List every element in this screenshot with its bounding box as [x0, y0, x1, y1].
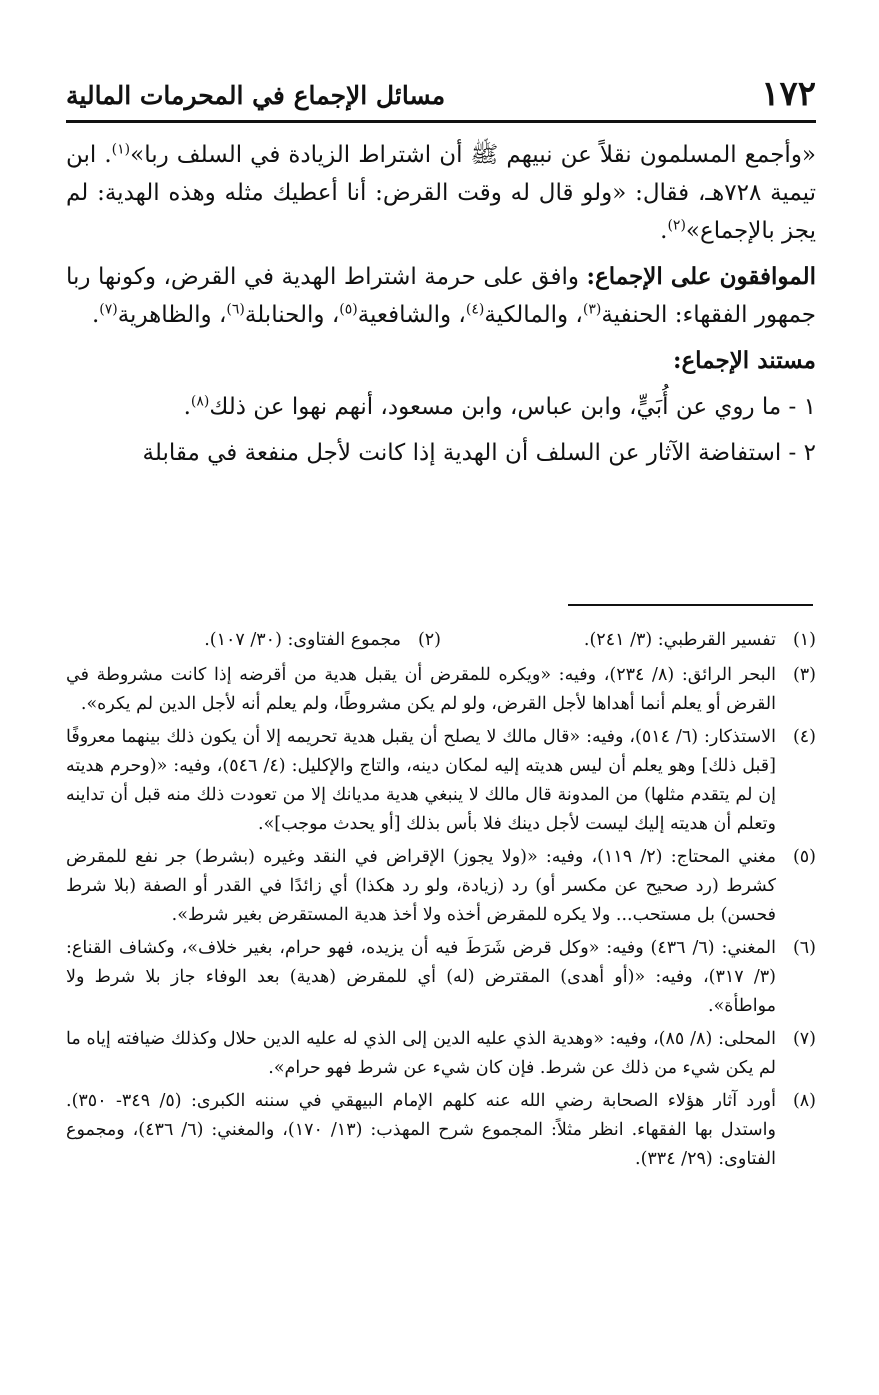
footnote-text: المحلى: (٨/ ٨٥)، وفيه: «وهدية الذي عليه الدين إلى الذي له عليه الدين حلال وكذلك ضيافته إياه ما لم يكن شيء من ذلك عن شرط. فإن كان شيء عن شرط فهو حرام». [66, 1029, 776, 1078]
punctuation: . [660, 218, 668, 244]
footnote-row [66, 626, 816, 655]
evidence-item-1 [66, 388, 816, 426]
footnote-3 [66, 661, 816, 719]
footnote-text: الاستذكار: (٦/ ٥١٤)، وفيه: «قال مالك لا يصلح أن يقبل هدية تحريمه إلا أن يكون ذلك بينهما معروفًا [قبل ذلك] وهو يعلم أن ليس هديته إليه لمكان دينه، والتاج والإكليل: (٤/ ٥٤٦)، وفيه: «(وحرم هديته إن لم يتقدم مثلها) من المدونة قال مالك لا ينبغي هدية مديانك إلا من تعودت ذلك منه قبل أن تداينه وتعلم أن هديته إليك ليست لأجل دينك فلا بأس بذلك [أو يحدث موجب]». [66, 727, 776, 834]
running-title: مسائل الإجماع في المحرمات المالية [66, 81, 446, 110]
evidence-heading: مستند الإجماع: [672, 347, 816, 374]
footnote-ref[interactable]: (٥) [339, 301, 358, 318]
footnote-number: (٨) [792, 1091, 816, 1111]
paragraph-text: وافق على حرمة اشتراط الهدية في القرض، وكونها ربا جمهور الفقهاء: الحنفية [66, 264, 816, 328]
footnote-5 [66, 843, 816, 930]
footnote-2 [66, 626, 441, 655]
page-header [66, 70, 816, 123]
footnote-8 [66, 1087, 816, 1174]
footnote-number: (٢) [417, 630, 441, 650]
footnote-text: مجموع الفتاوى: (٣٠/ ١٠٧). [204, 630, 401, 650]
item-text: ١ - ما روي عن أُبَيٍّ، وابن عباس، وابن مسعود، أنهم نهوا عن ذلك [209, 394, 816, 420]
footnote-6 [66, 934, 816, 1021]
footnote-text: مغني المحتاج: (٢/ ١١٩)، وفيه: «(ولا يجوز) الإقراض في النقد وغيره (بشرط) جر نفع للمقرض كشرط (رد صحيح عن مكسر أو) رد (زيادة، ولو رد هكذا) أي زائدًا في القدر أو الصفة (بلا شرط فحسن) بل مستحب... ولا يكره للمقرض أخذه ولا أخذ هدية المستقرض بغير شرط». [66, 847, 776, 925]
footnote-ref[interactable]: (٦) [226, 301, 245, 318]
footnote-text: أورد آثار هؤلاء الصحابة رضي الله عنه كلهم الإمام البيهقي في سننه الكبرى: (٥/ ٣٤٩- ٣٥٠). واستدل بها الفقهاء. انظر مثلاً: المجموع شرح المهذب: (١٣/ ١٧٠)، والمغني: (٦/ ٤٣٦)، ومجموع الفتاوى: (٢٩/ ٣٣٤). [66, 1091, 776, 1169]
footnote-number: (٧) [792, 1029, 816, 1049]
footnote-number: (١) [792, 630, 816, 650]
footnote-ref[interactable]: (٣) [582, 301, 602, 318]
footnote-ref[interactable]: (١) [111, 141, 131, 158]
footnotes [66, 626, 816, 1178]
footnote-ref[interactable]: (٨) [190, 393, 210, 410]
footnote-separator [568, 604, 813, 606]
footnote-7 [66, 1025, 816, 1083]
footnote-number: (٣) [792, 665, 816, 685]
paragraph-text: ، والمالكية [484, 302, 583, 328]
paragraph-agreeing-scholars [66, 258, 816, 334]
footnote-text: المغني: (٦/ ٤٣٦) وفيه: «وكل قرض شَرَطَ فيه أن يزيده، فهو حرام، بغير خلاف»، وكشاف القناع: (٣/ ٣١٧)، وفيه: «(أو أهدى) المقترض (له) أي للمقرض (هدية) بعد الوفاء جاز بلا شرط ولا مواطأة». [66, 938, 776, 1016]
evidence-item-2: ٢ - استفاضة الآثار عن السلف أن الهدية إذا كانت لأجل منفعة في مقابلة [142, 440, 816, 466]
paragraph-text: ، والشافعية [357, 302, 466, 328]
footnote-ref[interactable]: (٧) [99, 301, 118, 318]
quote-text: «وأجمع المسلمون نقلاً عن نبيهم ﷺ أن اشتراط الزيادة في السلف ربا» [130, 142, 817, 168]
paragraph-text: ، والحنابلة [244, 302, 340, 328]
footnote-number: (٦) [792, 938, 816, 958]
paragraph-consensus-quote [66, 136, 816, 250]
main-text [66, 136, 816, 480]
punctuation: . [183, 394, 191, 420]
footnote-text: البحر الرائق: (٨/ ٢٣٤)، وفيه: «ويكره للمقرض أن يقبل هدية من أقرضه إذا كانت مشروطة في القرض أو يعلم أنما أهداها لأجل القرض، ولو لم يكن مشروطًا، ولم يعلم أنه لأجل الدين لم يكره». [66, 665, 777, 714]
footnote-ref[interactable]: (٢) [667, 217, 686, 234]
quote-text: . ابن تيمية ٧٢٨هـ، فقال: «ولو قال له وقت القرض: أنا أعطيك مثله وهذه الهدية: لم يجز بالإجماع» [66, 142, 816, 244]
footnote-number: (٤) [792, 727, 816, 747]
paragraph-text: ، والظاهرية [117, 302, 227, 328]
footnote-ref[interactable]: (٤) [465, 301, 485, 318]
footnote-4 [66, 723, 816, 839]
footnote-1 [441, 626, 816, 655]
page-number: ١٧٢ [761, 74, 816, 114]
section-label: الموافقون على الإجماع: [586, 263, 816, 290]
footnote-number: (٥) [792, 847, 816, 867]
footnote-text: تفسير القرطبي: (٣/ ٢٤١). [583, 630, 776, 650]
punctuation: . [91, 302, 100, 328]
